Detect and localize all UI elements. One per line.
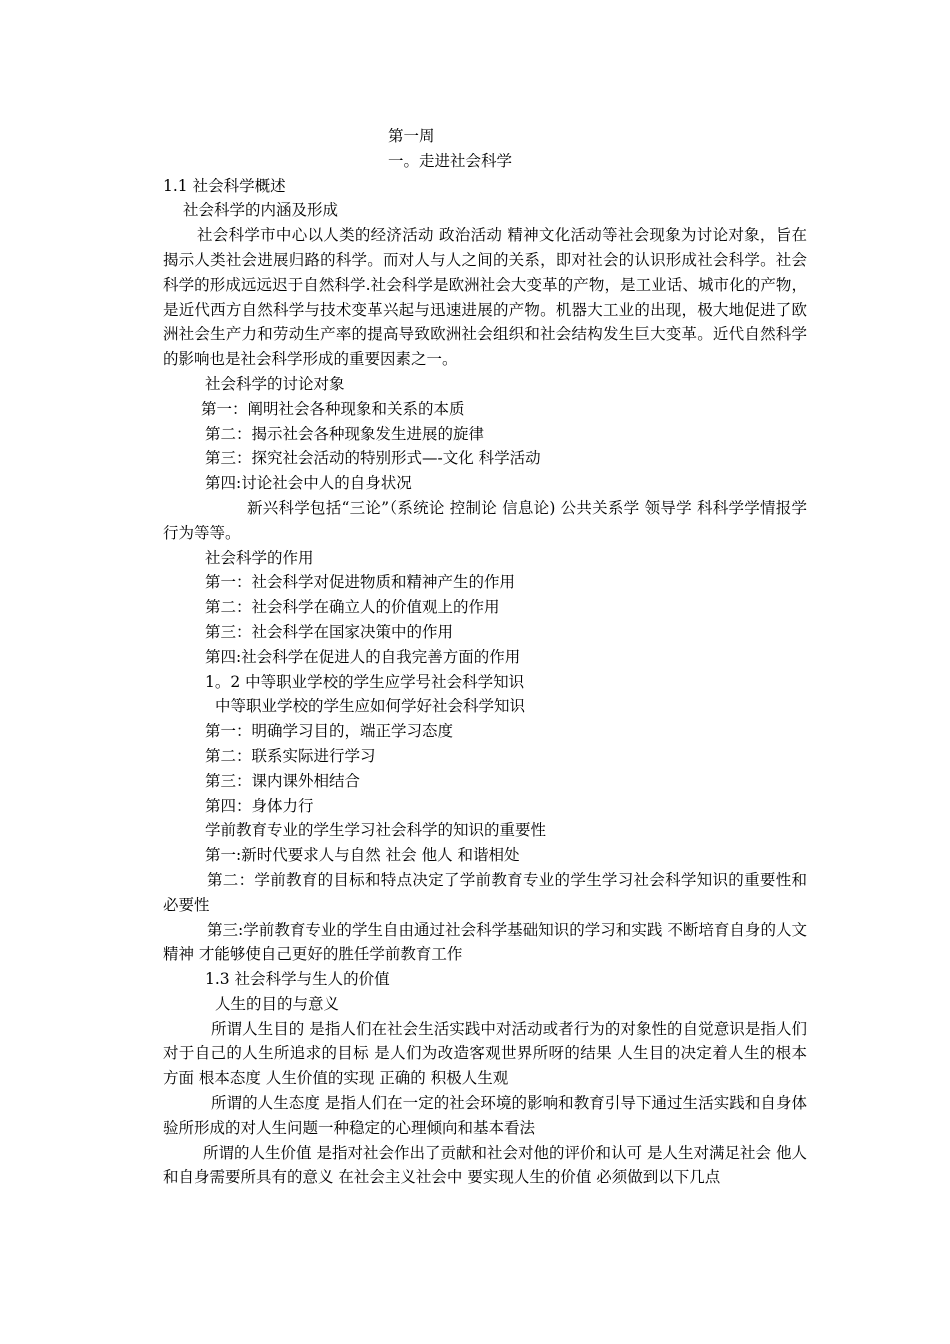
list-item-how-3: 第三：课内课外相结合 (205, 771, 361, 790)
list-item-object-3: 第三：探究社会活动的特别形式—-文化 科学活动 (205, 449, 541, 468)
list-item-how-1: 第一：明确学习目的，端正学习态度 (205, 722, 454, 741)
list-item-object-4: 第四:讨论社会中人的自身状况 (205, 474, 412, 493)
list-item-how-4: 第四：身体力行 (205, 796, 314, 815)
chapter-heading: 一。走进社会科学 (388, 151, 513, 170)
section-heading-1-1: 1.1 社会科学概述 (163, 176, 286, 195)
subheading-definition: 社会科学的内涵及形成 (183, 201, 339, 220)
subheading-objects: 社会科学的讨论对象 (205, 374, 345, 393)
document-title: 第一周 (388, 127, 435, 145)
paragraph-life-purpose: 所谓人生目的 是指人们在社会生活实践中对活动或者行为的对象性的自觉意识是指人们对于自己的人生所追求的目标 是人们为改造客观世界所呀的结果 人生目的决定着人生的根本方面 根本态度 人生价值的实现 正确的 积极人生观 (163, 1019, 807, 1088)
list-item-how-2: 第二：联系实际进行学习 (205, 746, 376, 765)
section-heading-1-3: 1.3 社会科学与生人的价值 (205, 970, 390, 989)
list-item-importance-2: 第二：学前教育的目标和特点决定了学前教育专业的学生学习社会科学知识的重要性和必要性 (163, 870, 807, 914)
list-item-importance-3: 第三:学前教育专业的学生自由通过社会科学基础知识的学习和实践 不断培育自身的人文精神 才能够使自己更好的胜任学前教育工作 (163, 920, 807, 964)
list-item-role-1: 第一：社会科学对促进物质和精神产生的作用 (205, 573, 516, 592)
document-page (163, 124, 807, 1190)
paragraph-life-attitude: 所谓的人生态度 是指人们在一定的社会环境的影响和教育引导下通过生活实践和自身体验所形成的对人生问题一种稳定的心理倾向和基本看法 (163, 1094, 807, 1137)
subheading-how-to-learn: 中等职业学校的学生应如何学好社会科学知识 (215, 697, 526, 716)
paragraph-life-value: 所谓的人生价值 是指对社会作出了贡献和社会对他的评价和认可 是人生对满足社会 他人和自身需要所具有的意义 在社会主义社会中 要实现人生的价值 必须做到以下几点 (163, 1143, 807, 1187)
list-item-role-3: 第三：社会科学在国家决策中的作用 (205, 622, 454, 641)
paragraph-definition: 社会科学市中心以人类的经济活动 政治活动 精神文化活动等社会现象为讨论对象，旨在揭示人类社会进展归路的科学。而对人与人之间的关系，即对社会的认识形成社会科学。社会科学的形成远远迟于自然科学.社会科学是欧洲社会大变革的产物，是工业话、城市化的产物，是近代西方自然科学与技术变革兴起与迅速进展的产物。机器大工业的出现，极大地促进了欧洲社会生产力和劳动生产率的提高导致欧洲社会组织和社会结构发生巨大变革。近代自然科学的影响也是社会科学形成的重要因素之一。 (163, 226, 807, 369)
list-item-object-2: 第二：揭示社会各种现象发生进展的旋律 (205, 424, 485, 443)
list-item-role-4: 第四:社会科学在促进人的自我完善方面的作用 (205, 647, 521, 666)
section-heading-1-2: 1。2 中等职业学校的学生应学号社会科学知识 (205, 672, 525, 691)
paragraph-new-sciences: 新兴科学包括“三论”（系统论 控制论 信息论) 公共关系学 领导学 科科学学情报学 行为等等。 (163, 498, 807, 542)
list-item-object-1: 第一：阐明社会各种现象和关系的本质 (201, 399, 465, 418)
list-item-importance-1: 第一:新时代要求人与自然 社会 他人 和谐相处 (205, 846, 520, 865)
subheading-life-purpose: 人生的目的与意义 (215, 994, 340, 1013)
list-item-role-2: 第二：社会科学在确立人的价值观上的作用 (205, 598, 500, 617)
subheading-importance: 学前教育专业的学生学习社会科学的知识的重要性 (205, 821, 547, 840)
subheading-roles: 社会科学的作用 (205, 548, 314, 567)
